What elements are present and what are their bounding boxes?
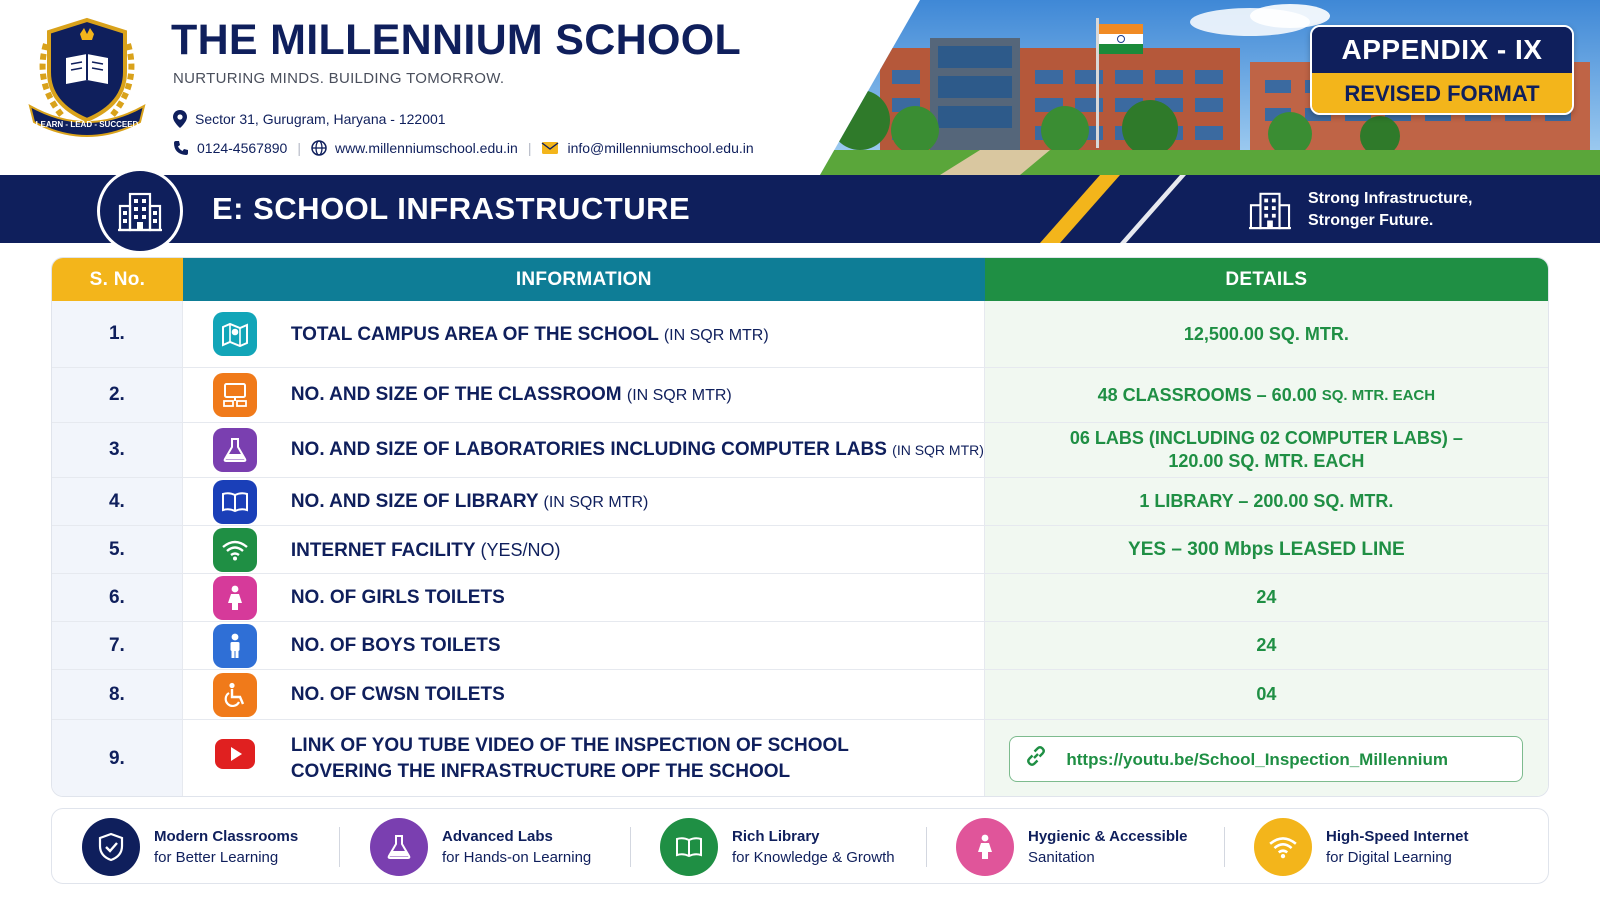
divider <box>926 827 927 867</box>
feature-title: Rich Library <box>732 828 820 845</box>
row-label-line2: COVERING THE INFRASTRUCTURE OPF THE SCHOOL <box>290 761 791 782</box>
feature-title: Modern Classrooms <box>154 828 299 845</box>
row-sno: 1. <box>52 301 183 367</box>
separator: | <box>297 140 301 156</box>
table-row <box>52 720 1548 797</box>
section-title: E: SCHOOL INFRASTRUCTURE <box>212 191 691 226</box>
row-label-text: NO. AND SIZE OF LABORATORIES INCLUDING COMPUTER LABS <box>290 439 887 460</box>
row-information <box>183 368 985 422</box>
row-unit: (IN SQR MTR) <box>543 494 649 511</box>
row-label <box>291 437 984 463</box>
row-unit: (IN SQR MTR) <box>626 387 732 404</box>
header-details: DETAILS <box>985 258 1548 301</box>
girl-icon <box>956 818 1014 876</box>
youtube-link-box[interactable] <box>1009 736 1523 782</box>
row-label <box>291 489 649 516</box>
row-information <box>183 670 985 719</box>
row-label: NO. OF BOYS TOILETS <box>290 635 501 656</box>
section-motto <box>1308 188 1472 232</box>
features-strip <box>51 808 1549 884</box>
row-detail: 12,500.00 SQ. MTR. <box>985 301 1548 367</box>
table-row <box>52 574 1548 622</box>
youtube-link[interactable]: https://youtu.be/School_Inspection_Millennium <box>1066 749 1448 769</box>
appendix-title: APPENDIX - IX <box>1312 27 1572 73</box>
row-label-text: TOTAL CAMPUS AREA OF THE SCHOOL <box>290 324 659 345</box>
row-sno: 6. <box>52 574 183 621</box>
school-name: THE MILLENNIUM SCHOOL <box>171 16 742 64</box>
table-row <box>52 478 1548 526</box>
row-information <box>183 574 985 621</box>
feature-text <box>732 826 895 868</box>
header-sno: S. No. <box>52 258 183 301</box>
separator: | <box>527 140 532 156</box>
section-motto-line1: Strong Infrastructure, <box>1308 190 1473 207</box>
school-crest-logo <box>24 14 150 142</box>
feature-title: Advanced Labs <box>442 828 553 845</box>
row-detail: 24 <box>985 622 1548 669</box>
row-label-text: NO. AND SIZE OF LIBRARY <box>290 491 539 512</box>
flask-icon <box>370 818 428 876</box>
row-information <box>183 301 985 367</box>
feature-text <box>442 826 591 868</box>
row-sno: 3. <box>52 423 183 477</box>
feature-subtitle: for Digital Learning <box>1326 849 1452 866</box>
row-detail: YES – 300 Mbps LEASED LINE <box>985 526 1548 573</box>
feature-high-speed-internet <box>1254 809 1469 885</box>
location-pin-icon <box>173 110 187 128</box>
youtube-icon <box>213 732 257 776</box>
table-row <box>52 423 1548 478</box>
feature-text <box>1028 826 1188 868</box>
row-detail: 24 <box>985 574 1548 621</box>
table-header <box>52 258 1548 301</box>
row-detail-line1: 06 LABS (INCLUDING 02 COMPUTER LABS) – <box>1069 428 1463 448</box>
row-label: NO. OF CWSN TOILETS <box>290 684 505 705</box>
boy-icon <box>213 624 257 668</box>
wheelchair-icon <box>213 673 257 717</box>
feature-text <box>1326 826 1469 868</box>
feature-advanced-labs <box>370 809 591 885</box>
row-label <box>291 322 769 349</box>
book-icon <box>660 818 718 876</box>
row-detail-line2: 120.00 SQ. MTR. EACH <box>1168 451 1365 471</box>
school-tagline: NURTURING MINDS. BUILDING TOMORROW. <box>173 70 505 87</box>
row-information <box>183 622 985 669</box>
feature-text <box>154 826 298 868</box>
table-row <box>52 526 1548 574</box>
row-label: NO. OF GIRLS TOILETS <box>290 587 505 608</box>
infrastructure-table <box>51 257 1549 797</box>
building-icon <box>1248 190 1292 235</box>
row-sno: 2. <box>52 368 183 422</box>
email-icon <box>541 141 559 155</box>
band-swoosh-decoration <box>1040 175 1200 243</box>
phone-link[interactable]: 0124-4567890 <box>197 140 288 156</box>
feature-title: High-Speed Internet <box>1326 828 1469 845</box>
campus-map-icon <box>213 312 257 356</box>
globe-icon <box>311 140 327 156</box>
feature-subtitle: for Better Learning <box>154 849 279 866</box>
address-row <box>173 110 446 128</box>
row-sno: 4. <box>52 478 183 525</box>
row-label <box>291 733 849 785</box>
row-information <box>183 423 985 477</box>
feature-subtitle: for Knowledge & Growth <box>732 849 895 866</box>
row-detail: 04 <box>985 670 1548 719</box>
girl-icon <box>213 576 257 620</box>
row-detail-suffix: SQ. MTR. EACH <box>1321 386 1436 404</box>
wifi-icon <box>213 528 257 572</box>
row-sno: 7. <box>52 622 183 669</box>
row-detail-main: 48 CLASSROOMS – 60.00 <box>1097 384 1317 405</box>
classroom-icon <box>213 373 257 417</box>
email-link[interactable]: info@millenniumschool.edu.in <box>567 140 754 156</box>
website-link[interactable]: www.millenniumschool.edu.in <box>334 140 518 156</box>
address-text: Sector 31, Gurugram, Haryana - 122001 <box>195 111 446 127</box>
row-unit: (YES/NO) <box>480 540 561 560</box>
row-label-text: NO. AND SIZE OF THE CLASSROOM <box>290 384 622 405</box>
section-motto-line2: Stronger Future. <box>1308 212 1434 229</box>
feature-modern-classrooms <box>82 809 298 885</box>
row-detail <box>985 423 1548 477</box>
row-information <box>183 526 985 573</box>
header-information: INFORMATION <box>183 258 985 301</box>
feature-subtitle: Sanitation <box>1028 849 1095 866</box>
row-detail <box>985 368 1548 422</box>
table-row <box>52 622 1548 670</box>
link-icon <box>1024 744 1048 774</box>
feature-hygienic-sanitation <box>956 809 1188 885</box>
row-unit: (IN SQR MTR) <box>892 442 984 458</box>
feature-rich-library <box>660 809 895 885</box>
divider <box>630 827 631 867</box>
appendix-subtitle: REVISED FORMAT <box>1312 73 1572 115</box>
wifi-icon <box>1254 818 1312 876</box>
page-header <box>0 0 1600 175</box>
feature-title: Hygienic & Accessible <box>1028 828 1188 845</box>
table-row <box>52 368 1548 423</box>
appendix-badge <box>1310 25 1574 115</box>
row-label-line1: LINK OF YOU TUBE VIDEO OF THE INSPECTION OF SCHOOL <box>290 735 849 756</box>
infrastructure-building-icon <box>97 168 183 254</box>
row-label-text: INTERNET FACILITY <box>290 540 476 561</box>
lab-flask-icon <box>213 428 257 472</box>
phone-icon <box>173 140 189 156</box>
row-label <box>291 382 732 409</box>
row-detail: 1 LIBRARY – 200.00 SQ. MTR. <box>985 478 1548 525</box>
row-information <box>183 720 985 797</box>
row-label <box>291 537 561 564</box>
row-information <box>183 478 985 525</box>
row-sno: 5. <box>52 526 183 573</box>
divider <box>339 827 340 867</box>
row-detail <box>985 720 1548 797</box>
feature-subtitle: for Hands-on Learning <box>442 849 592 866</box>
divider <box>1224 827 1225 867</box>
row-sno: 8. <box>52 670 183 719</box>
row-sno: 9. <box>52 720 183 797</box>
row-unit: (IN SQR MTR) <box>663 327 769 344</box>
crest-motto: LEARN - LEAD - SUCCEED <box>35 120 139 129</box>
shield-check-icon <box>82 818 140 876</box>
contact-row <box>173 140 754 156</box>
table-row <box>52 301 1548 368</box>
table-row <box>52 670 1548 720</box>
library-book-icon <box>213 480 257 524</box>
